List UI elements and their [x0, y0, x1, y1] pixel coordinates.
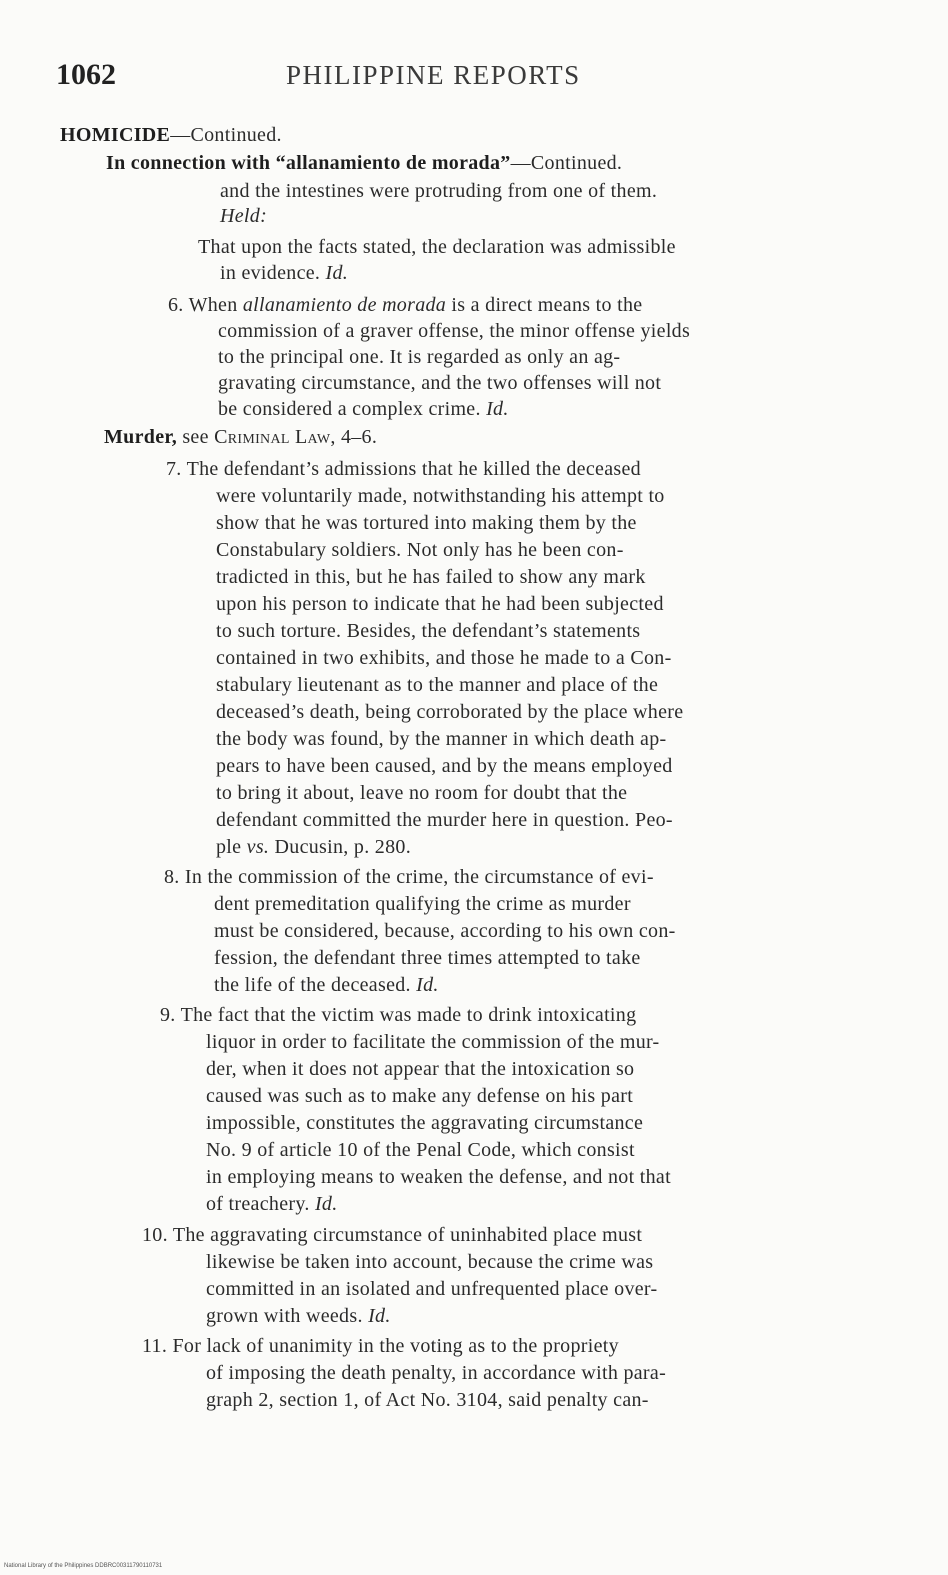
italic-term: allanamiento de morada	[242, 294, 447, 316]
text-line: tradicted in this, but he has failed to show any mark	[216, 566, 646, 588]
item-number: 6.	[168, 294, 184, 316]
see-text: see	[182, 426, 209, 448]
text-span: of treachery.	[206, 1193, 310, 1215]
text-span: The aggravating circumstance of uninhabited place must	[172, 1224, 643, 1246]
text-line: committed in an isolated and unfrequented place over-	[206, 1278, 658, 1300]
citation-id: Id.	[486, 398, 509, 420]
text-line: must be considered, because, according to his own con-	[214, 920, 676, 942]
murder-heading-line	[104, 424, 377, 450]
text-line	[214, 972, 439, 998]
text-span: For lack of unanimity in the voting as to the propriety	[172, 1335, 619, 1357]
text-span: in evidence.	[220, 262, 321, 284]
text-line: dent premeditation qualifying the crime as murder	[214, 893, 631, 915]
text-line: pears to have been caused, and by the means employed	[216, 755, 673, 777]
text-line: commission of a graver offense, the minor offense yields	[218, 320, 691, 342]
citation-id: Id.	[314, 1193, 338, 1215]
text-line: likewise be taken into account, because the crime was	[206, 1251, 654, 1273]
text-span: In the commission of the crime, the circumstance of evi-	[184, 866, 654, 888]
text-line: fession, the defendant three times attempted to take	[214, 947, 641, 969]
murder-heading: Murder,	[104, 426, 178, 448]
item-10-first-line	[142, 1222, 642, 1248]
homicide-heading: HOMICIDE	[60, 124, 171, 146]
text-line	[206, 1303, 391, 1329]
citation-id: Id.	[325, 262, 349, 284]
text-line: contained in two exhibits, and those he made to a Con-	[216, 647, 672, 669]
page-header	[56, 58, 656, 98]
text-line	[206, 1191, 338, 1217]
item-8-first-line	[164, 864, 654, 890]
allanamiento-subheading: In connection with “allanamiento de morada”	[106, 152, 511, 174]
text-line: graph 2, section 1, of Act No. 3104, said penalty can-	[206, 1389, 649, 1411]
item-number: 8.	[164, 866, 180, 888]
text-line: der, when it does not appear that the intoxication so	[206, 1058, 635, 1080]
versus-abbrev: vs.	[246, 836, 270, 858]
text-span: When	[188, 294, 238, 316]
text-line: gravating circumstance, and the two offenses will not	[218, 372, 662, 394]
item-number: 11.	[142, 1335, 168, 1357]
item-9-first-line	[160, 1002, 636, 1028]
text-line: deceased’s death, being corroborated by the place where	[216, 701, 684, 723]
item-number: 9.	[160, 1004, 176, 1026]
text-line: in employing means to weaken the defense, and not that	[206, 1166, 671, 1188]
text-span: ple	[216, 836, 242, 858]
text-line: That upon the facts stated, the declaration was admissible	[198, 236, 676, 258]
text-line: upon his person to indicate that he had been subjected	[216, 593, 664, 615]
case-citation: Ducusin, p. 280.	[274, 836, 411, 858]
item-6-first-line	[168, 292, 642, 318]
text-span: Peo-	[635, 809, 673, 831]
text-line: to bring it about, leave no room for doubt that the	[216, 782, 628, 804]
citation-id: Id.	[368, 1305, 391, 1327]
item-11-first-line	[142, 1333, 619, 1359]
item-7-first-line	[166, 456, 641, 482]
text-line: Constabulary soldiers. Not only has he been con-	[216, 539, 624, 561]
cross-reference-numbers: 4–6.	[340, 426, 378, 448]
text-line: and the intestines were protruding from one of them.	[220, 180, 658, 202]
text-line: caused was such as to make any defense on his part	[206, 1085, 634, 1107]
text-line: to the principal one. It is regarded as only an ag-	[218, 346, 621, 368]
text-line: stabulary lieutenant as to the manner and place of the	[216, 674, 659, 696]
text-span: is a direct means to the	[451, 294, 643, 316]
text-span: The defendant’s admissions that he killed the deceased	[186, 458, 641, 480]
text-span: defendant committed the murder here in question.	[216, 809, 630, 831]
text-line: No. 9 of article 10 of the Penal Code, which consist	[206, 1139, 635, 1161]
running-head: PHILIPPINE REPORTS	[286, 60, 581, 90]
text-line: the body was found, by the manner in which death ap-	[216, 728, 667, 750]
cross-reference: Criminal Law,	[214, 426, 336, 448]
text-line: impossible, constitutes the aggravating circumstance	[206, 1112, 644, 1134]
citation-id: Id.	[416, 974, 439, 996]
text-line: to such torture. Besides, the defendant’s statements	[216, 620, 641, 642]
text-line	[216, 807, 673, 833]
text-line: liquor in order to facilitate the commission of the mur-	[206, 1031, 660, 1053]
allanamiento-subheading-line	[106, 150, 622, 176]
text-span: The fact that the victim was made to drink intoxicating	[180, 1004, 637, 1026]
page-number: 1062	[56, 58, 116, 91]
item-number: 10.	[142, 1224, 168, 1246]
scan-footer: National Library of the Philippines DDBRC00311790110731	[4, 1563, 163, 1569]
item-number: 7.	[166, 458, 182, 480]
homicide-heading-line	[60, 122, 282, 148]
text-span: grown with weeds.	[206, 1305, 363, 1327]
text-span: the life of the deceased.	[214, 974, 411, 996]
text-line	[218, 396, 509, 422]
text-line: of imposing the death penalty, in accordance with para-	[206, 1362, 667, 1384]
held-label: Held:	[220, 205, 268, 227]
text-line: were voluntarily made, notwithstanding his attempt to	[216, 485, 665, 507]
homicide-heading-suffix: —Continued.	[170, 124, 282, 146]
text-line	[220, 260, 348, 286]
text-line	[216, 834, 411, 860]
text-span: be considered a complex crime.	[218, 398, 481, 420]
allanamiento-subheading-suffix: —Continued.	[510, 152, 623, 174]
text-line: show that he was tortured into making them by the	[216, 512, 637, 534]
